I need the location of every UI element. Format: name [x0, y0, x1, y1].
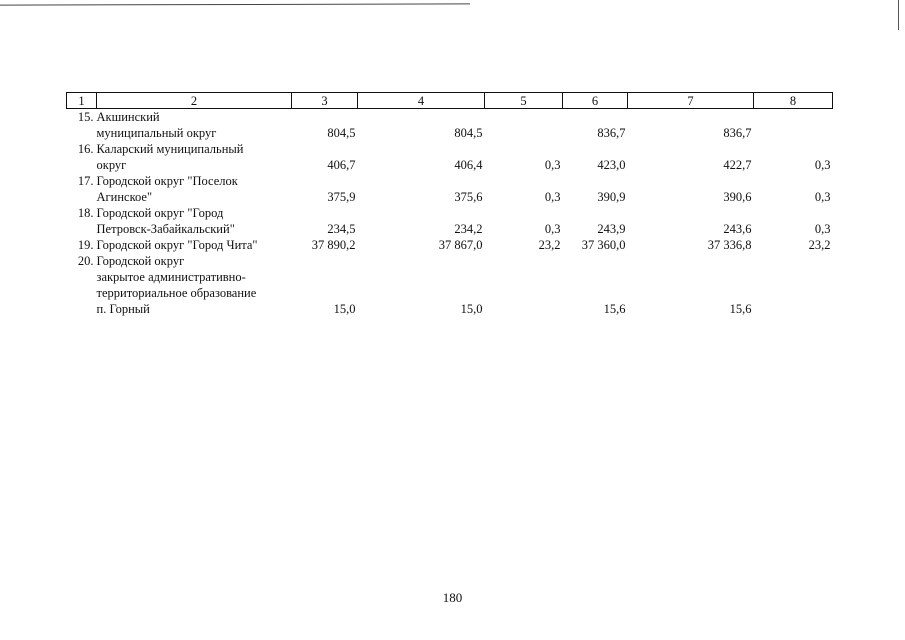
cell-col-7: 15,6	[729, 302, 752, 316]
municipality-name-text: Городской округ "Поселок	[96, 174, 238, 188]
cell-col-6: 423,0	[597, 158, 626, 172]
scan-artifact-top-line	[0, 3, 470, 5]
column-header-5: 5	[485, 93, 563, 109]
cell-col-5	[485, 109, 563, 142]
column-header-6: 6	[563, 93, 628, 109]
municipality-name-text: Городской округ "Город Чита"	[96, 238, 258, 252]
column-header-2: 2	[97, 93, 292, 109]
cell-col-5: 0,3	[544, 158, 561, 172]
cell-col-7: 390,6	[723, 190, 752, 204]
municipality-name-text: Городской округ	[96, 254, 185, 268]
column-header-4: 4	[358, 93, 485, 109]
municipality-name	[67, 141, 292, 173]
municipality-name-line	[67, 221, 292, 237]
cell-col-7: 37 336,8	[707, 238, 752, 252]
cell-col-5: 0,3	[544, 190, 561, 204]
table-body	[67, 109, 833, 318]
column-header-7: 7	[628, 93, 754, 109]
cell-col-8: 23,2	[808, 238, 831, 252]
row-number: 18.	[77, 206, 94, 220]
budget-table-sheet	[66, 92, 832, 317]
cell-col-3: 804,5	[327, 126, 356, 140]
cell-col-3: 375,9	[327, 190, 356, 204]
cell-col-8	[754, 253, 833, 317]
municipality-name-text: Петровск-Забайкальский"	[96, 222, 235, 236]
municipality-name-line	[67, 253, 292, 269]
municipality-name-text: Городской округ "Город	[96, 206, 224, 220]
municipality-name-line	[67, 173, 292, 189]
table-header-row	[67, 93, 833, 109]
cell-col-7: 422,7	[723, 158, 752, 172]
municipality-name-line	[67, 269, 292, 285]
municipality-name	[67, 253, 292, 317]
municipality-name-line	[67, 109, 292, 125]
cell-col-6: 243,9	[597, 222, 626, 236]
cell-col-4: 37 867,0	[438, 238, 483, 252]
table-row	[67, 253, 833, 317]
cell-col-8: 0,3	[814, 158, 831, 172]
municipality-name-text: округ	[96, 158, 127, 172]
row-number: 20.	[77, 254, 94, 268]
municipality-name-line	[67, 157, 292, 173]
municipality-name-line	[67, 189, 292, 205]
page-number: 180	[442, 590, 463, 605]
municipality-name	[67, 205, 292, 237]
table-row	[67, 237, 833, 253]
municipality-name	[67, 173, 292, 205]
cell-col-6: 15,6	[603, 302, 626, 316]
column-header-1: 1	[67, 93, 97, 109]
table-row	[67, 141, 833, 173]
cell-col-8	[754, 109, 833, 142]
row-number: 19.	[77, 238, 94, 252]
municipality-name-text: территориальное образование	[96, 286, 257, 300]
cell-col-6: 836,7	[597, 126, 626, 140]
cell-col-3: 234,5	[327, 222, 356, 236]
row-number: 16.	[77, 142, 94, 156]
cell-col-5: 23,2	[538, 238, 561, 252]
cell-col-7: 836,7	[723, 126, 752, 140]
municipality-name-line	[67, 205, 292, 221]
column-header-8: 8	[754, 93, 833, 109]
column-header-3: 3	[292, 93, 358, 109]
cell-col-5: 0,3	[544, 222, 561, 236]
municipality-name-text: п. Горный	[96, 302, 150, 316]
municipality-name-text: Акшинский	[96, 110, 160, 124]
cell-col-3: 406,7	[327, 158, 356, 172]
table-row	[67, 205, 833, 237]
cell-col-4: 804,5	[454, 126, 483, 140]
cell-col-8: 0,3	[814, 222, 831, 236]
row-number: 17.	[77, 174, 94, 188]
municipality-name-line	[67, 125, 292, 141]
cell-col-3: 15,0	[333, 302, 356, 316]
municipality-name-text: Каларский муниципальный	[96, 142, 244, 156]
municipality-name-text: закрытое административно-	[96, 270, 246, 284]
municipality-name-line	[67, 285, 292, 301]
cell-col-4: 15,0	[460, 302, 483, 316]
table-row	[67, 109, 833, 142]
municipality-name-line	[67, 237, 292, 253]
municipality-name-line	[67, 301, 292, 317]
cell-col-7: 243,6	[723, 222, 752, 236]
row-number: 15.	[77, 110, 94, 124]
table-row	[67, 173, 833, 205]
municipality-name-text: муниципальный округ	[96, 126, 217, 140]
cell-col-6: 37 360,0	[581, 238, 626, 252]
municipality-name-line	[67, 141, 292, 157]
cell-col-6: 390,9	[597, 190, 626, 204]
municipality-name	[67, 109, 292, 142]
cell-col-4: 375,6	[454, 190, 483, 204]
scan-artifact-right-edge	[898, 0, 899, 30]
municipality-name-text: Агинское"	[96, 190, 153, 204]
budget-table	[66, 92, 833, 317]
cell-col-4: 406,4	[454, 158, 483, 172]
municipality-name	[67, 237, 292, 253]
cell-col-4: 234,2	[454, 222, 483, 236]
cell-col-5	[485, 253, 563, 317]
cell-col-8: 0,3	[814, 190, 831, 204]
cell-col-3: 37 890,2	[311, 238, 356, 252]
